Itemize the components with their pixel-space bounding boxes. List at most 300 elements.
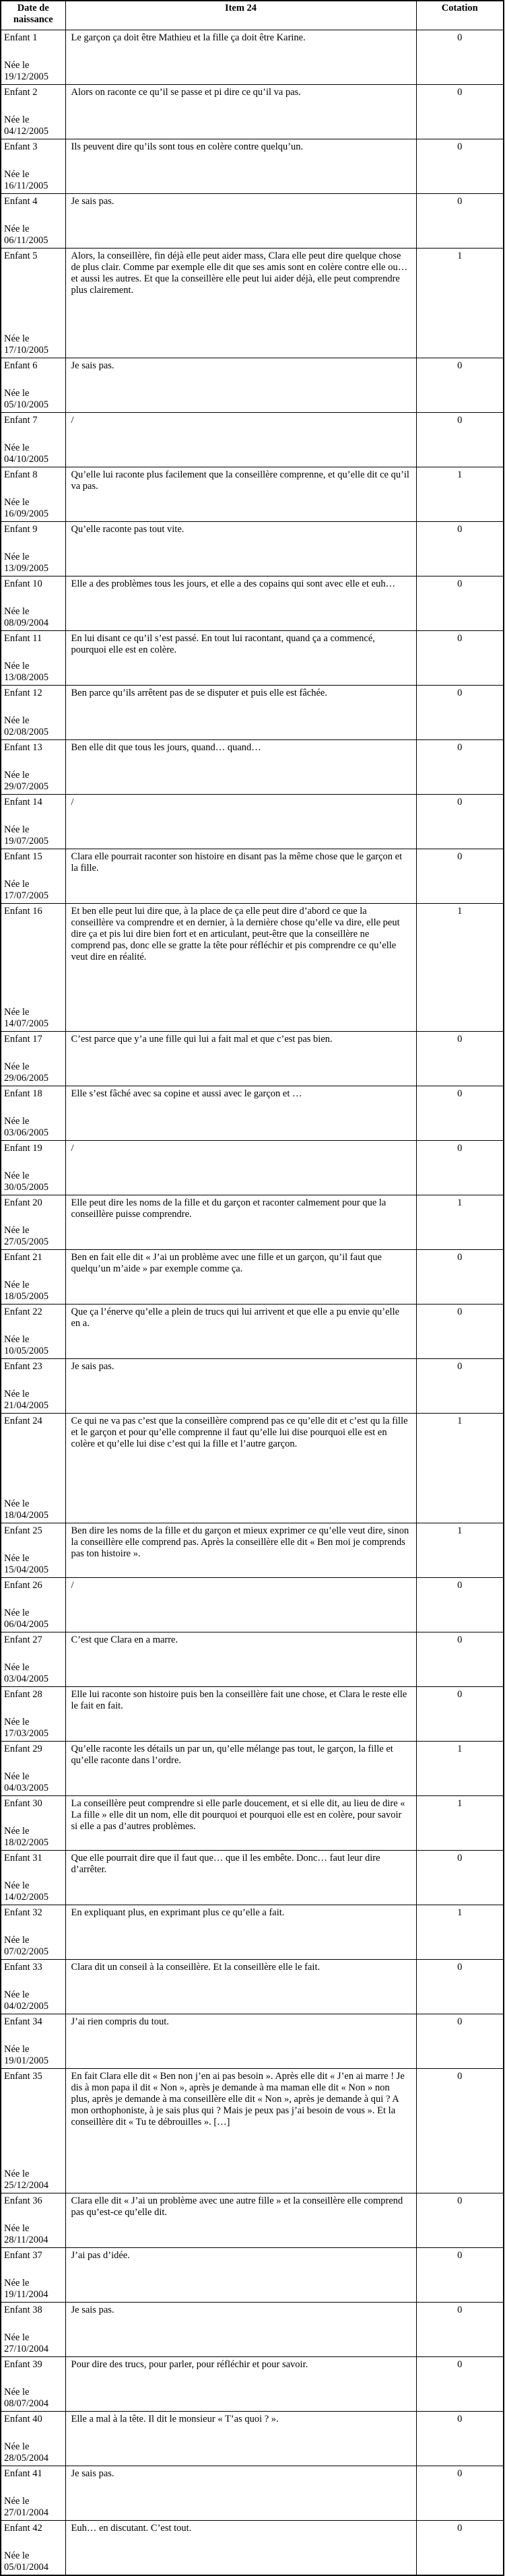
birth-date-value: 18/05/2005	[4, 1291, 49, 1302]
cotation-value: 0	[416, 2193, 504, 2248]
table-row	[1, 2069, 504, 2193]
birth-cell	[1, 2521, 65, 2575]
birth-cell	[1, 576, 65, 631]
cotation-value: 1	[416, 249, 504, 358]
birth-date	[4, 661, 48, 684]
cotation-value: 0	[416, 1086, 504, 1141]
table-row	[1, 1632, 504, 1687]
birth-date-value: 14/07/2005	[4, 1018, 49, 1029]
birth-cell	[1, 1032, 65, 1086]
answer-text: Ils peuvent dire qu’ils sont tous en colère contre quelqu’un.	[65, 139, 416, 194]
born-label: Née le	[4, 2387, 30, 2398]
birth-date-value: 27/01/2004	[4, 2507, 49, 2518]
table-row	[1, 1414, 504, 1523]
born-label: Née le	[4, 2332, 30, 2343]
cotation-value: 0	[416, 1687, 504, 1742]
birth-date	[4, 497, 48, 520]
birth-date-value: 28/05/2004	[4, 2453, 49, 2464]
table-row	[1, 139, 504, 194]
cotation-value: 0	[416, 1141, 504, 1195]
child-label: Enfant 33	[4, 1962, 42, 1973]
table-row	[1, 849, 504, 904]
born-label: Née le	[4, 1116, 30, 1127]
birth-cell	[1, 413, 65, 467]
answer-text: Euh… en discutant. C’est tout.	[65, 2521, 416, 2575]
cotation-value: 0	[416, 194, 504, 249]
birth-date	[4, 1880, 48, 1903]
cotation-value: 0	[416, 2466, 504, 2521]
birth-cell	[1, 139, 65, 194]
cotation-value: 1	[416, 1523, 504, 1578]
cotation-value: 1	[416, 1414, 504, 1523]
table-row	[1, 2303, 504, 2357]
birth-date	[4, 1280, 48, 1302]
born-label: Née le	[4, 1662, 30, 1673]
birth-date-value: 13/09/2005	[4, 563, 49, 574]
answer-text: En expliquant plus, en exprimant plus ce qu’elle a fait.	[65, 1905, 416, 1960]
birth-date	[4, 1989, 48, 2012]
cotation-value: 0	[416, 1304, 504, 1359]
table-row	[1, 686, 504, 740]
table-row	[1, 904, 504, 1032]
table-row	[1, 249, 504, 358]
birth-date	[4, 1662, 48, 1685]
answer-text: Ben elle dit que tous les jours, quand… quand…	[65, 740, 416, 795]
answer-text: Elle a mal à la tête. Il dit le monsieur « T’as quoi ? ».	[65, 2412, 416, 2466]
table-row	[1, 467, 504, 522]
birth-date	[4, 2169, 48, 2191]
birth-date-value: 21/04/2005	[4, 1400, 49, 1411]
table-row	[1, 1086, 504, 1141]
born-label: Née le	[4, 715, 30, 726]
child-label: Enfant 28	[4, 1689, 42, 1700]
birth-date-value: 28/11/2004	[4, 2235, 48, 2245]
birth-cell	[1, 849, 65, 904]
birth-cell	[1, 1578, 65, 1632]
birth-date	[4, 1771, 48, 1794]
child-label: Enfant 30	[4, 1798, 42, 1809]
birth-date-value: 30/05/2005	[4, 1182, 49, 1193]
cotation-value: 0	[416, 2521, 504, 2575]
table-row	[1, 1141, 504, 1195]
birth-cell	[1, 631, 65, 686]
table-row	[1, 522, 504, 576]
born-label: Née le	[4, 2441, 30, 2452]
answer-text: Qu’elle raconte pas tout vite.	[65, 522, 416, 576]
born-label: Née le	[4, 1826, 30, 1837]
header-item: Item 24	[65, 1, 416, 30]
child-label: Enfant 29	[4, 1744, 42, 1754]
birth-cell	[1, 1414, 65, 1523]
birth-cell	[1, 2412, 65, 2466]
child-label: Enfant 37	[4, 2250, 42, 2261]
born-label: Née le	[4, 1225, 30, 1236]
born-label: Née le	[4, 2223, 30, 2234]
birth-date	[4, 606, 48, 629]
table-row	[1, 2412, 504, 2466]
table-row	[1, 1250, 504, 1304]
birth-date-value: 19/07/2005	[4, 836, 49, 847]
birth-cell	[1, 1250, 65, 1304]
born-label: Née le	[4, 552, 30, 562]
cotation-value: 0	[416, 686, 504, 740]
header-date: Date de naissance	[1, 1, 65, 30]
answer-text: Clara elle pourrait raconter son histoire en disant pas la même chose que le garçon et la fille.	[65, 849, 416, 904]
child-label: Enfant 31	[4, 1853, 42, 1863]
table-row	[1, 1032, 504, 1086]
birth-cell	[1, 1359, 65, 1414]
answer-text: Elle peut dire les noms de la fille et du garçon et raconter calmement pour que la conseillère puisse comprendre.	[65, 1195, 416, 1250]
born-label: Née le	[4, 2550, 30, 2561]
table-row	[1, 1796, 504, 1851]
birth-cell	[1, 1523, 65, 1578]
answer-text: Qu’elle raconte les détails un par un, qu’elle mélange pas tout, le garçon, la fille et qu’elle raconte dans l’ordre.	[65, 1742, 416, 1796]
table-row	[1, 2357, 504, 2412]
table-row	[1, 358, 504, 413]
birth-date	[4, 1007, 48, 1030]
table-row	[1, 795, 504, 849]
answer-text: Alors, la conseillère, fin déjà elle peut aider mass, Clara elle peut dire quelque chose de plus clair. Comme par exemple elle dit que ses amis sont en colère contre elle ou… et aussi les autres. Et que la conseillère elle peut lui aider déjà, elle peut comprendre plus clairement.	[65, 249, 416, 358]
cotation-value: 0	[416, 30, 504, 85]
table-row	[1, 2014, 504, 2069]
birth-date-value: 04/12/2005	[4, 126, 49, 137]
birth-date	[4, 169, 48, 192]
born-label: Née le	[4, 2169, 30, 2179]
born-label: Née le	[4, 497, 30, 508]
born-label: Née le	[4, 1989, 30, 2000]
answer-text: Je sais pas.	[65, 2466, 416, 2521]
answer-text: Que ça l’énerve qu’elle a plein de trucs qui lui arrivent et que elle a pu envie qu’elle en a.	[65, 1304, 416, 1359]
table-row	[1, 1851, 504, 1905]
birth-date-value: 04/02/2005	[4, 2001, 49, 2012]
answer-text: J’ai rien compris du tout.	[65, 2014, 416, 2069]
child-label: Enfant 11	[4, 633, 42, 644]
birth-date-value: 16/09/2005	[4, 508, 49, 519]
birth-date	[4, 1717, 48, 1740]
birth-cell	[1, 2014, 65, 2069]
child-label: Enfant 5	[4, 251, 38, 261]
child-label: Enfant 9	[4, 524, 38, 535]
birth-date	[4, 1553, 48, 1576]
birth-date	[4, 2332, 48, 2355]
birth-date-value: 17/07/2005	[4, 890, 49, 901]
birth-date	[4, 388, 48, 411]
answer-text: Elle a des problèmes tous les jours, et elle a des copains qui sont avec elle et euh…	[65, 576, 416, 631]
birth-cell	[1, 795, 65, 849]
child-label: Enfant 38	[4, 2305, 42, 2315]
birth-date	[4, 60, 48, 83]
birth-date-value: 17/03/2005	[4, 1728, 49, 1739]
answer-text: Je sais pas.	[65, 1359, 416, 1414]
born-label: Née le	[4, 224, 30, 234]
birth-date-value: 16/11/2005	[4, 180, 48, 191]
cotation-value: 0	[416, 522, 504, 576]
cotation-value: 0	[416, 1632, 504, 1687]
birth-date-value: 06/11/2005	[4, 235, 48, 246]
birth-date	[4, 2550, 48, 2573]
answer-text: C’est que Clara en a marre.	[65, 1632, 416, 1687]
born-label: Née le	[4, 661, 30, 671]
answer-text: Le garçon ça doit être Mathieu et la fille ça doit être Karine.	[65, 30, 416, 85]
answer-text: J’ai pas d’idée.	[65, 2248, 416, 2303]
cotation-value: 0	[416, 2303, 504, 2357]
answer-text: Que elle pourrait dire que il faut que… que il les embête. Donc… faut leur dire d’arrêter.	[65, 1851, 416, 1905]
table-row	[1, 576, 504, 631]
birth-date	[4, 2441, 48, 2464]
header-cotation: Cotation	[416, 1, 504, 30]
cotation-value: 0	[416, 1960, 504, 2014]
birth-date-value: 04/03/2005	[4, 1783, 49, 1793]
answer-text: Clara dit un conseil à la conseillère. Et la conseillère elle le fait.	[65, 1960, 416, 2014]
cotation-value: 0	[416, 85, 504, 139]
born-label: Née le	[4, 1334, 30, 1345]
birth-date-value: 14/02/2005	[4, 1892, 49, 1903]
table-row	[1, 2193, 504, 2248]
child-label: Enfant 1	[4, 32, 38, 43]
born-label: Née le	[4, 1007, 30, 1018]
born-label: Née le	[4, 333, 30, 344]
answer-text: C’est parce que y’a une fille qui lui a fait mal et que c’est pas bien.	[65, 1032, 416, 1086]
birth-date-value: 05/01/2004	[4, 2561, 49, 2573]
birth-cell	[1, 904, 65, 1032]
born-label: Née le	[4, 879, 30, 890]
birth-date-value: 19/01/2005	[4, 2055, 49, 2066]
birth-date-value: 03/06/2005	[4, 1127, 49, 1138]
answer-text: /	[65, 795, 416, 849]
header-row	[1, 1, 504, 30]
cotation-value: 0	[416, 139, 504, 194]
table-row	[1, 1578, 504, 1632]
birth-date	[4, 442, 48, 465]
birth-cell	[1, 522, 65, 576]
child-label: Enfant 40	[4, 2414, 42, 2424]
answer-text: Elle lui raconte son histoire puis ben la conseillère fait une chose, et Clara le reste elle le fait en fait.	[65, 1687, 416, 1742]
born-label: Née le	[4, 1553, 30, 1564]
cotation-value: 0	[416, 2069, 504, 2193]
cotation-value: 0	[416, 2014, 504, 2069]
child-label: Enfant 17	[4, 1034, 42, 1045]
birth-date	[4, 2223, 48, 2246]
birth-cell	[1, 1304, 65, 1359]
birth-date	[4, 1826, 48, 1849]
table-row	[1, 1359, 504, 1414]
cotation-value: 0	[416, 631, 504, 686]
born-label: Née le	[4, 169, 30, 180]
answer-text: En fait Clara elle dit « Ben non j’en ai pas besoin ». Après elle dit « J’en ai marre ! Je dis à mon papa il dit « Non », après je demande à ma maman elle dit « Non » non plus, après je demande à ma conseillère elle dit « Non », après je demande à qui ? A mon orthophoniste, à je sais plus qui ? Mais je peux pas j’ai besoin de vous ». Et la conseillère dit « Tu te débrouilles ». […]	[65, 2069, 416, 2193]
child-label: Enfant 34	[4, 2016, 42, 2027]
birth-date	[4, 1225, 48, 1248]
table-row	[1, 1523, 504, 1578]
birth-cell	[1, 740, 65, 795]
birth-date	[4, 2387, 48, 2410]
cotation-value: 0	[416, 795, 504, 849]
cotation-value: 0	[416, 1578, 504, 1632]
answer-text: /	[65, 1141, 416, 1195]
birth-date-value: 03/04/2005	[4, 1674, 49, 1684]
birth-cell	[1, 2357, 65, 2412]
birth-cell	[1, 1086, 65, 1141]
child-label: Enfant 21	[4, 1252, 42, 1263]
birth-cell	[1, 2466, 65, 2521]
cotation-value: 0	[416, 1851, 504, 1905]
birth-date-value: 29/07/2005	[4, 781, 49, 792]
birth-date	[4, 879, 48, 902]
table-row	[1, 631, 504, 686]
child-label: Enfant 35	[4, 2071, 42, 2082]
birth-date-value: 27/10/2004	[4, 2344, 49, 2354]
cotation-value: 1	[416, 1742, 504, 1796]
born-label: Née le	[4, 60, 30, 71]
table-row	[1, 2466, 504, 2521]
child-label: Enfant 13	[4, 742, 42, 753]
birth-cell	[1, 249, 65, 358]
cotation-value: 1	[416, 904, 504, 1032]
child-label: Enfant 23	[4, 1361, 42, 1372]
birth-cell	[1, 1632, 65, 1687]
answer-text: Alors on raconte ce qu’il se passe et pi dire ce qu’il va pas.	[65, 85, 416, 139]
birth-date-value: 18/02/2005	[4, 1837, 49, 1848]
birth-date	[4, 2044, 48, 2067]
born-label: Née le	[4, 2044, 30, 2055]
birth-date	[4, 1389, 48, 1412]
table-row	[1, 1742, 504, 1796]
birth-date-value: 13/08/2005	[4, 672, 49, 683]
birth-date-value: 18/04/2005	[4, 1510, 49, 1521]
answer-text: Clara elle dit « J’ai un problème avec une autre fille » et la conseillère elle comprend pas qu’est-ce qu’elle dit.	[65, 2193, 416, 2248]
birth-date-value: 08/07/2004	[4, 2398, 49, 2409]
answer-text: Je sais pas.	[65, 194, 416, 249]
birth-date-value: 19/11/2004	[4, 2289, 48, 2300]
born-label: Née le	[4, 1935, 30, 1946]
answer-text: Ben en fait elle dit « J’ai un problème avec une fille et un garçon, qu’il faut que quelqu’un m’aide » par exemple comme ça.	[65, 1250, 416, 1304]
child-label: Enfant 3	[4, 141, 38, 152]
born-label: Née le	[4, 1280, 30, 1290]
cotation-value: 0	[416, 2357, 504, 2412]
birth-date	[4, 1935, 48, 1958]
child-label: Enfant 25	[4, 1525, 42, 1536]
cotation-value: 1	[416, 1905, 504, 1960]
cotation-value: 0	[416, 740, 504, 795]
birth-date	[4, 1498, 48, 1521]
cotation-value: 0	[416, 2248, 504, 2303]
child-label: Enfant 27	[4, 1634, 42, 1645]
born-label: Née le	[4, 442, 30, 453]
cotation-value: 0	[416, 2412, 504, 2466]
birth-cell	[1, 686, 65, 740]
birth-date-value: 07/02/2005	[4, 1946, 49, 1957]
answer-text: Je sais pas.	[65, 2303, 416, 2357]
table-row	[1, 1687, 504, 1742]
child-label: Enfant 42	[4, 2523, 42, 2534]
born-label: Née le	[4, 388, 30, 399]
child-label: Enfant 8	[4, 469, 38, 480]
child-label: Enfant 26	[4, 1580, 42, 1591]
birth-cell	[1, 467, 65, 522]
born-label: Née le	[4, 824, 30, 835]
child-label: Enfant 32	[4, 1907, 42, 1918]
cotation-value: 0	[416, 1359, 504, 1414]
child-label: Enfant 15	[4, 851, 42, 862]
birth-date	[4, 2496, 48, 2519]
born-label: Née le	[4, 1170, 30, 1181]
cotation-value: 0	[416, 1250, 504, 1304]
answer-text: Je sais pas.	[65, 358, 416, 413]
answer-text: Qu’elle lui raconte plus facilement que la conseillère comprenne, et qu’elle dit ce qu’il va pas.	[65, 467, 416, 522]
answer-text: Pour dire des trucs, pour parler, pour réfléchir et pour savoir.	[65, 2357, 416, 2412]
child-label: Enfant 10	[4, 579, 42, 589]
birth-date	[4, 333, 48, 356]
cotation-value: 0	[416, 413, 504, 467]
birth-cell	[1, 1960, 65, 2014]
birth-cell	[1, 2248, 65, 2303]
cotation-value: 1	[416, 467, 504, 522]
birth-cell	[1, 1742, 65, 1796]
birth-date-value: 04/10/2005	[4, 454, 49, 465]
child-label: Enfant 6	[4, 360, 38, 371]
child-label: Enfant 22	[4, 1307, 42, 1317]
born-label: Née le	[4, 2496, 30, 2507]
birth-date-value: 10/05/2005	[4, 1346, 49, 1356]
born-label: Née le	[4, 1498, 30, 1509]
born-label: Née le	[4, 114, 30, 125]
child-label: Enfant 24	[4, 1416, 42, 1426]
child-label: Enfant 14	[4, 797, 42, 807]
birth-cell	[1, 85, 65, 139]
answer-text: /	[65, 1578, 416, 1632]
cotation-value: 1	[416, 1195, 504, 1250]
table-row	[1, 1905, 504, 1960]
born-label: Née le	[4, 770, 30, 781]
birth-date-value: 17/10/2005	[4, 345, 49, 356]
cotation-value: 0	[416, 1032, 504, 1086]
birth-date	[4, 114, 48, 137]
child-label: Enfant 19	[4, 1143, 42, 1154]
birth-date	[4, 715, 48, 738]
birth-cell	[1, 1905, 65, 1960]
birth-date-value: 15/04/2005	[4, 1564, 49, 1575]
child-label: Enfant 18	[4, 1088, 42, 1099]
table-row	[1, 740, 504, 795]
answer-text: /	[65, 413, 416, 467]
answer-text: Ce qui ne va pas c’est que la conseillère comprend pas ce qu’elle dit et c’est qu la fille et le garçon et pour qu’elle comprenne il faut qu’elle lui dise pourquoi elle est en colère et qu’elle lui dise c’est qui la fille et l’autre garçon.	[65, 1414, 416, 1523]
cotation-value: 0	[416, 358, 504, 413]
child-label: Enfant 20	[4, 1197, 42, 1208]
birth-cell	[1, 1687, 65, 1742]
birth-cell	[1, 1195, 65, 1250]
cotation-value: 0	[416, 849, 504, 904]
table-row	[1, 85, 504, 139]
born-label: Née le	[4, 2278, 30, 2288]
born-label: Née le	[4, 1880, 30, 1891]
born-label: Née le	[4, 1389, 30, 1399]
birth-date-value: 19/12/2005	[4, 71, 49, 82]
answer-text: Ben parce qu’ils arrêtent pas de se disputer et puis elle est fâchée.	[65, 686, 416, 740]
birth-cell	[1, 1851, 65, 1905]
birth-date-value: 02/08/2005	[4, 727, 49, 737]
born-label: Née le	[4, 1771, 30, 1782]
cotation-value: 0	[416, 576, 504, 631]
child-label: Enfant 7	[4, 415, 38, 426]
born-label: Née le	[4, 1061, 30, 1072]
birth-date-value: 27/05/2005	[4, 1236, 49, 1247]
birth-date-value: 08/09/2004	[4, 618, 49, 628]
birth-date	[4, 1334, 48, 1357]
birth-cell	[1, 2069, 65, 2193]
table-row	[1, 1304, 504, 1359]
birth-cell	[1, 2303, 65, 2357]
birth-date-value: 29/06/2005	[4, 1073, 49, 1084]
answer-text: En lui disant ce qu’il s’est passé. En tout lui racontant, quand ça a commencé, pourquoi elle est en colère.	[65, 631, 416, 686]
